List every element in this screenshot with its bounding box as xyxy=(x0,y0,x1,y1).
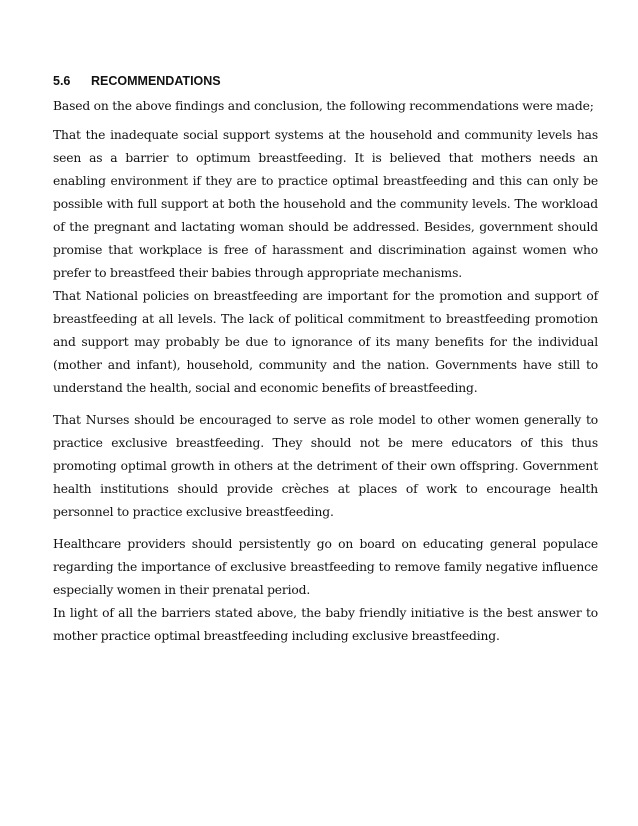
intro-paragraph: Based on the above findings and conclusion, the following recommendations were made; xyxy=(53,99,594,113)
section-heading xyxy=(53,72,598,90)
section-number: 5.6 xyxy=(53,74,71,88)
recommendation-nurses-role-model: That Nurses should be encouraged to serve as role model to other women generally to practice exclusive breastfeeding. They should not be mere educators of this thus promoting optimal growth in others at the detriment of their own offspring. Government health institutions should provide crèches at places of work to encourage health personnel to practice exclusive breastfeeding. xyxy=(53,413,598,519)
recommendation-healthcare-providers: Healthcare providers should persistently go on board on educating general populace regarding the importance of exclusive breastfeeding to remove family negative influence especially women in their prenatal period. xyxy=(53,537,598,597)
section-title: RECOMMENDATIONS xyxy=(91,74,221,88)
document-page xyxy=(53,72,598,648)
recommendation-social-support: That the inadequate social support systems at the household and community levels has seen as a barrier to optimum breastfeeding. It is believed that mothers needs an enabling environment if they are to practice optimal breastfeeding and this can only be possible with full support at both the household and the community levels. The workload of the pregnant and lactating woman should be addressed. Besides, government should promise that workplace is free of harassment and discrimination against women who prefer to breastfeed their babies through appropriate mechanisms. xyxy=(53,128,598,280)
recommendation-baby-friendly-initiative: In light of all the barriers stated above, the baby friendly initiative is the best answer to mother practice optimal breastfeeding including exclusive breastfeeding. xyxy=(53,606,598,643)
recommendation-national-policies: That National policies on breastfeeding are important for the promotion and support of breastfeeding at all levels. The lack of political commitment to breastfeeding promotion and support may probably be due to ignorance of its many benefits for the individual (mother and infant), household, community and the nation. Governments have still to understand the health, social and economic benefits of breastfeeding. xyxy=(53,289,598,395)
